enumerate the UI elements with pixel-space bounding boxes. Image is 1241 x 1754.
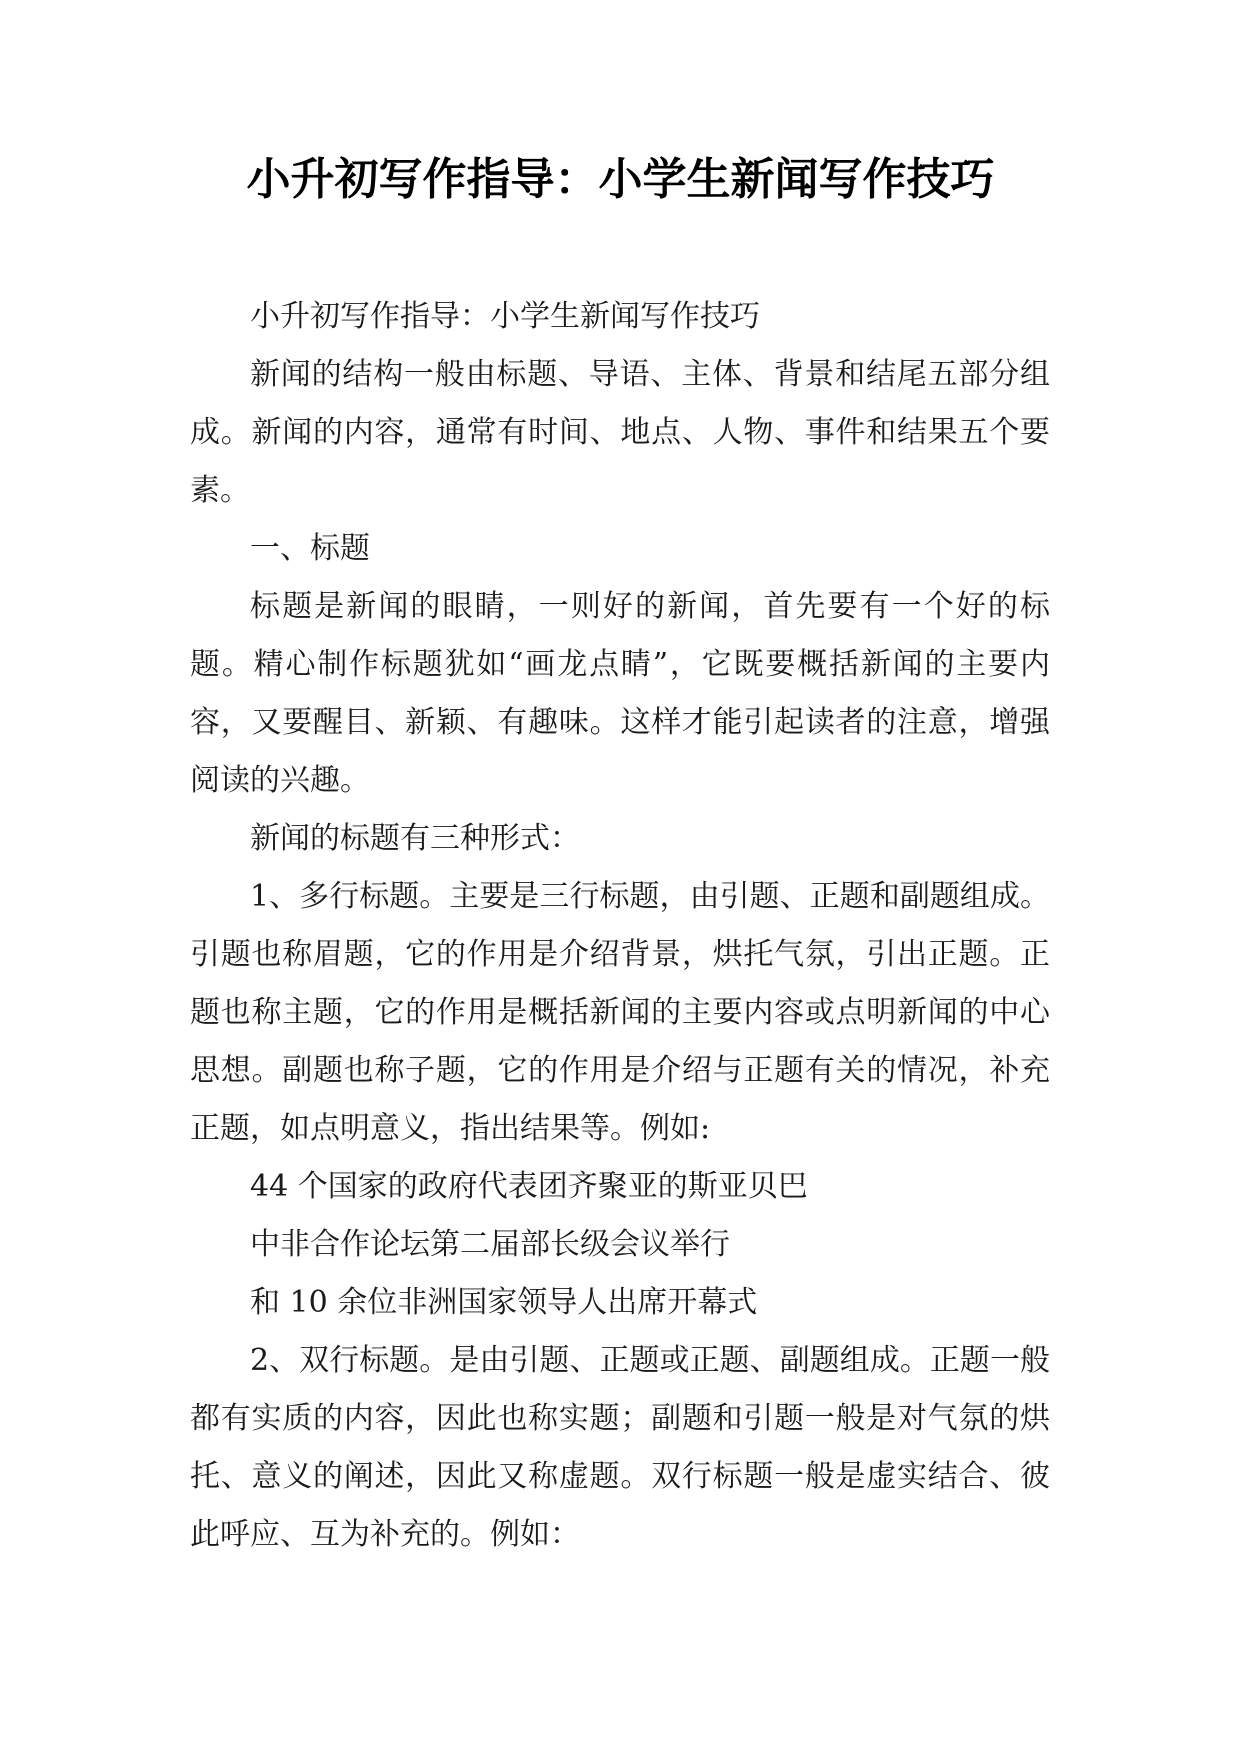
example-line-3: 和 10 余位非洲国家领导人出席开幕式 [250,1285,758,1320]
paragraph-subtitle: 小升初写作指导：小学生新闻写作技巧 [250,299,760,334]
document-body [190,288,1050,1564]
paragraph-title-importance: 标题是新闻的眼睛，一则好的新闻，首先要有一个好的标题。精心制作标题犹如“画龙点睛”，它既要概括新闻的主要内容，又要醒目、新颖、有趣味。这样才能引起读者的注意，增强阅读的兴趣。 [190,589,1050,798]
paragraph-multiline-title: 1、多行标题。主要是三行标题，由引题、正题和副题组成。引题也称眉题，它的作用是介绍背景，烘托气氛，引出正题。正题也称主题，它的作用是概括新闻的主要内容或点明新闻的中心思想。副题也称子题，它的作用是介绍与正题有关的情况，补充正题，如点明意义，指出结果等。例如: [190,879,1050,1146]
document-title: 小升初写作指导：小学生新闻写作技巧 [246,154,995,205]
example-line-2: 中非合作论坛第二届部长级会议举行 [250,1227,730,1262]
paragraph-structure: 新闻的结构一般由标题、导语、主体、背景和结尾五部分组成。新闻的内容，通常有时间、地点、人物、事件和结果五个要素。 [190,357,1050,508]
section-heading-title: 一、标题 [250,531,370,566]
example-line-1: 44 个国家的政府代表团齐聚亚的斯亚贝巴 [250,1169,808,1204]
paragraph-title-forms: 新闻的标题有三种形式： [250,821,580,856]
paragraph-double-line-title: 2、双行标题。是由引题、正题或正题、副题组成。正题一般都有实质的内容，因此也称实题；副题和引题一般是对气氛的烘托、意义的阐述，因此又称虚题。双行标题一般是虚实结合、彼此呼应、互为补充的。例如： [190,1343,1050,1552]
